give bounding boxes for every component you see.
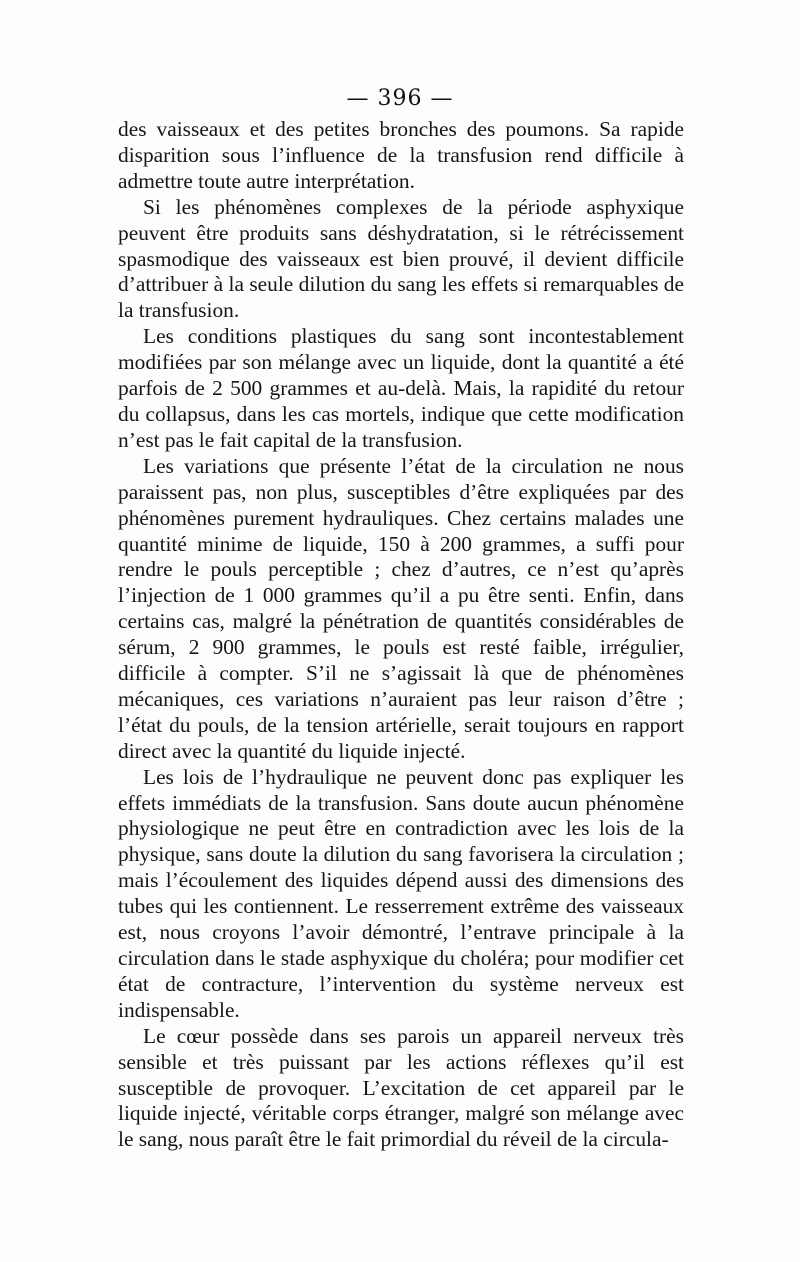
body-text [118,117,684,1153]
paragraph-hydraulic-laws: Les lois de l’hydraulique ne peuvent donc pas expliquer les effets immédiats de la transfusion. Sans doute aucun phénomène physiologique ne peut être en contradiction avec les lois de la physique, sans doute la dilution du sang favorisera la circulation ; mais l’écoulement des liquides dépend aussi des dimensions des tubes qui les contiennent. Le resserrement extrême des vaisseaux est, nous croyons l’avoir démontré, l’entrave principale à la circulation dans le stade asphyxique du choléra; pour modifier cet état de contracture, l’intervention du système nerveux est indispensable. [118,764,684,1022]
paragraph-asphyxia: Si les phénomènes complexes de la période asphyxique peuvent être produits sans déshydratation, si le rétrécissement spasmodique des vaisseaux est bien prouvé, il devient difficile d’attribuer à la seule dilution du sang les effets si remarquables de la transfusion. [118,194,684,323]
paragraph-plastic-conditions: Les conditions plastiques du sang sont incontestablement modifiées par son mélange avec un liquide, dont la quantité a été parfois de 2 500 grammes et au-delà. Mais, la rapidité du retour du collapsus, dans les cas mortels, indique que cette modification n’est pas le fait capital de la transfusion. [118,324,684,452]
paragraph-continuation: des vaisseaux et des petites bronches des poumons. Sa rapide disparition sous l’influence de la transfusion rend difficile à admettre toute autre interprétation. [118,117,684,193]
paragraph-circulation-variations: Les variations que présente l’état de la circulation ne nous paraissent pas, non plus, susceptibles d’être expliquées par des phénomènes purement hydrauliques. Chez certains malades une quantité minime de liquide, 150 à 200 grammes, a suffi pour rendre le pouls perceptible ; chez d’autres, ce n’est qu’après l’injection de 1 000 grammes qu’il a pu être senti. Enfin, dans certains cas, malgré la pénétration de quantités considérables de sérum, 2 900 grammes, le pouls est resté faible, irrégulier, difficile à compter. S’il ne s’agissait là que de phénomènes mécaniques, ces variations n’auraient pas leur raison d’être ; l’état du pouls, de la tension artérielle, serait toujours en rapport direct avec la quantité du liquide injecté. [118,453,684,763]
page-number: — 396 — [346,86,454,111]
paragraph-heart-nerves: Le cœur possède dans ses parois un appareil nerveux très sensible et très puissant par les actions réflexes qu’il est susceptible de provoquer. L’excitation de cet appareil par le liquide injecté, véritable corps étranger, malgré son mélange avec le sang, nous paraît être le fait primordial du réveil de la circula- [118,1023,684,1152]
